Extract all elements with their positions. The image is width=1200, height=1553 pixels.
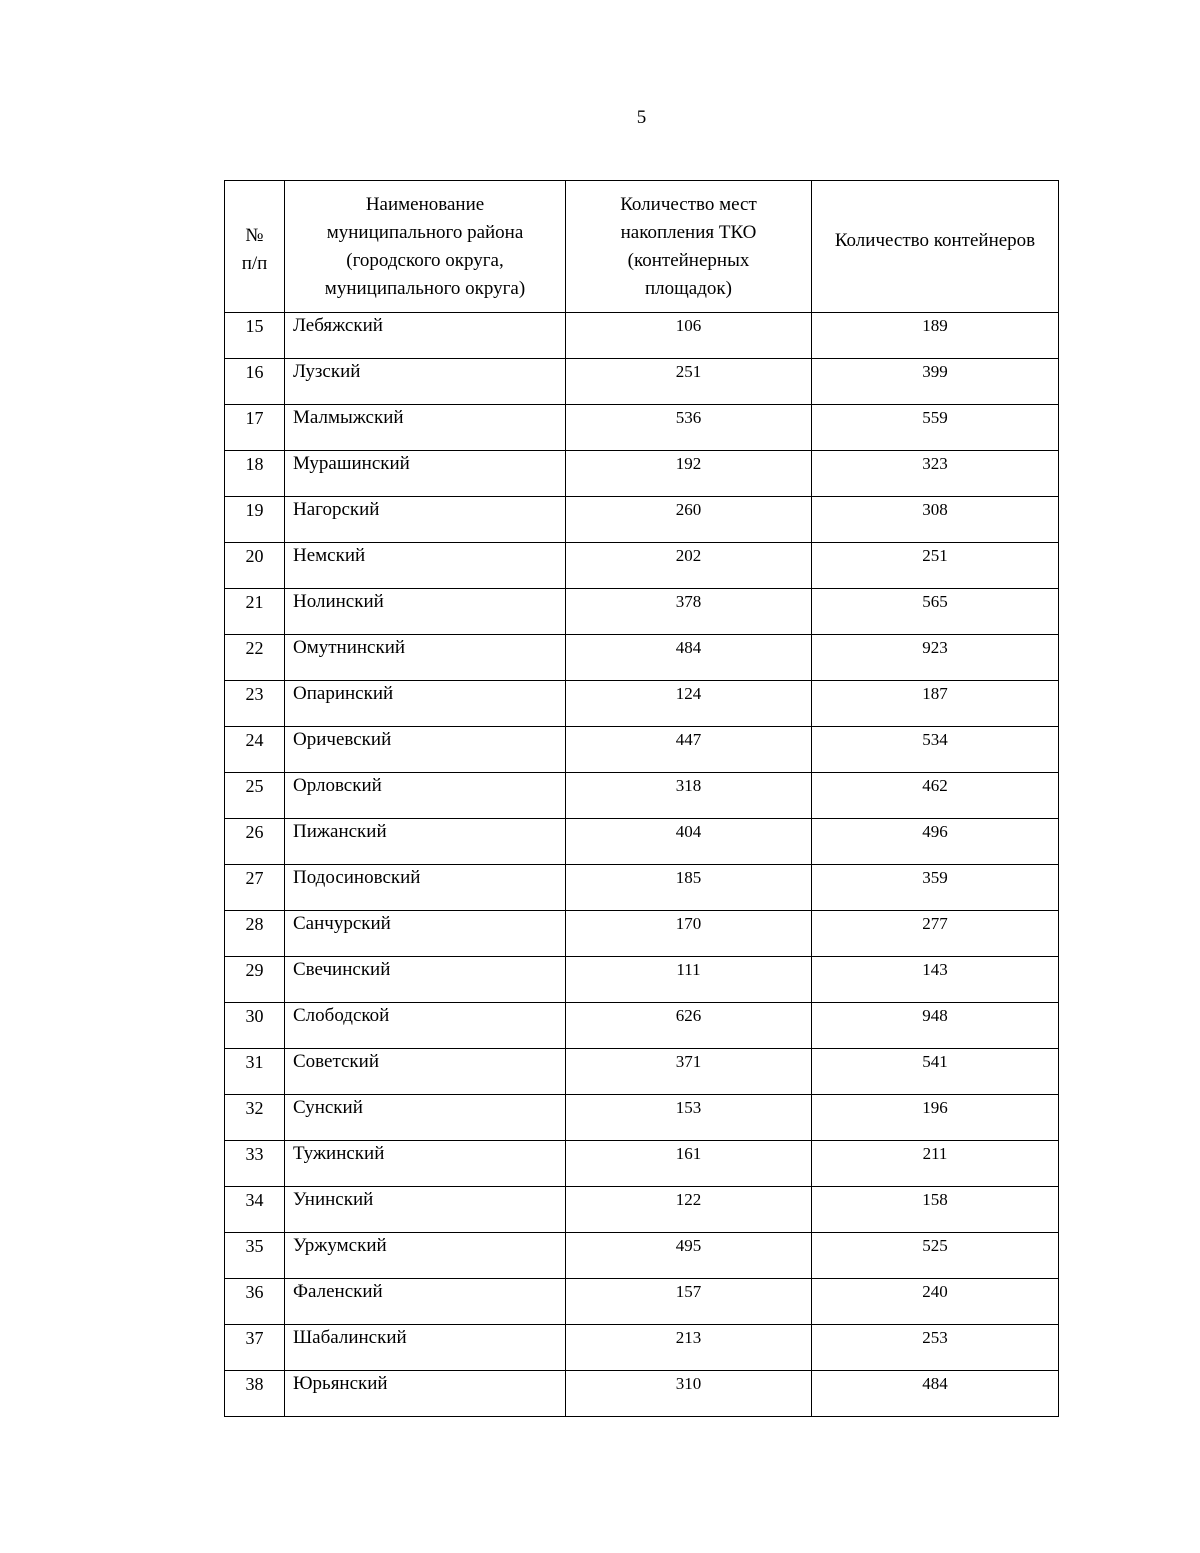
- containers-count: 211: [812, 1141, 1059, 1187]
- table-row: [225, 957, 1059, 1003]
- header-places-line: Количество мест: [620, 193, 757, 215]
- places-count: 202: [566, 543, 812, 589]
- row-number: 28: [225, 911, 285, 957]
- district-name: Шабалинский: [285, 1325, 566, 1371]
- row-number: 19: [225, 497, 285, 543]
- district-name: Фаленский: [285, 1279, 566, 1325]
- containers-count: 158: [812, 1187, 1059, 1233]
- district-name: Нолинский: [285, 589, 566, 635]
- district-name: Тужинский: [285, 1141, 566, 1187]
- header-places-count: [566, 181, 812, 313]
- row-number: 38: [225, 1371, 285, 1417]
- table-row: [225, 635, 1059, 681]
- row-number: 21: [225, 589, 285, 635]
- containers-count: 196: [812, 1095, 1059, 1141]
- table-row: [225, 1233, 1059, 1279]
- table-row: [225, 1049, 1059, 1095]
- places-count: 404: [566, 819, 812, 865]
- containers-count: 240: [812, 1279, 1059, 1325]
- row-number: 24: [225, 727, 285, 773]
- header-number: [225, 181, 285, 313]
- containers-count: 187: [812, 681, 1059, 727]
- containers-count: 484: [812, 1371, 1059, 1417]
- row-number: 31: [225, 1049, 285, 1095]
- places-count: 106: [566, 313, 812, 359]
- district-name: Слободской: [285, 1003, 566, 1049]
- header-number-line: №: [245, 224, 264, 246]
- containers-count: 923: [812, 635, 1059, 681]
- district-name: Сунский: [285, 1095, 566, 1141]
- places-count: 310: [566, 1371, 812, 1417]
- table-row: [225, 1325, 1059, 1371]
- district-name: Уржумский: [285, 1233, 566, 1279]
- table-row: [225, 1003, 1059, 1049]
- places-count: 371: [566, 1049, 812, 1095]
- containers-count: 277: [812, 911, 1059, 957]
- places-count: 260: [566, 497, 812, 543]
- places-count: 447: [566, 727, 812, 773]
- row-number: 37: [225, 1325, 285, 1371]
- places-count: 536: [566, 405, 812, 451]
- places-count: 124: [566, 681, 812, 727]
- header-row: [225, 181, 1059, 313]
- places-count: 484: [566, 635, 812, 681]
- places-count: 213: [566, 1325, 812, 1371]
- table-row: [225, 1279, 1059, 1325]
- places-count: 153: [566, 1095, 812, 1141]
- containers-count: 399: [812, 359, 1059, 405]
- containers-count: 534: [812, 727, 1059, 773]
- header-containers-line: Количество контейнеров: [834, 229, 1036, 251]
- containers-count: 496: [812, 819, 1059, 865]
- table-row: [225, 773, 1059, 819]
- district-name: Пижанский: [285, 819, 566, 865]
- containers-count: 253: [812, 1325, 1059, 1371]
- district-name: Мурашинский: [285, 451, 566, 497]
- header-name-line: муниципального округа): [324, 277, 526, 299]
- table-row: [225, 1095, 1059, 1141]
- row-number: 18: [225, 451, 285, 497]
- district-name: Лебяжский: [285, 313, 566, 359]
- table-row: [225, 819, 1059, 865]
- table-row: [225, 451, 1059, 497]
- row-number: 32: [225, 1095, 285, 1141]
- table-row: [225, 589, 1059, 635]
- district-name: Советский: [285, 1049, 566, 1095]
- containers-table: [224, 180, 1059, 1417]
- district-name: Малмыжский: [285, 405, 566, 451]
- district-name: Санчурский: [285, 911, 566, 957]
- row-number: 15: [225, 313, 285, 359]
- row-number: 36: [225, 1279, 285, 1325]
- row-number: 33: [225, 1141, 285, 1187]
- header-containers-count: [812, 181, 1059, 313]
- row-number: 35: [225, 1233, 285, 1279]
- district-name: Юрьянский: [285, 1371, 566, 1417]
- district-name: Свечинский: [285, 957, 566, 1003]
- district-name: Подосиновский: [285, 865, 566, 911]
- table-row: [225, 359, 1059, 405]
- containers-count: 323: [812, 451, 1059, 497]
- district-name: Опаринский: [285, 681, 566, 727]
- page-number: 5: [636, 107, 647, 128]
- places-count: 170: [566, 911, 812, 957]
- table-row: [225, 1371, 1059, 1417]
- header-number-line: п/п: [241, 252, 268, 274]
- places-count: 161: [566, 1141, 812, 1187]
- district-name: Немский: [285, 543, 566, 589]
- district-name: Орловский: [285, 773, 566, 819]
- row-number: 29: [225, 957, 285, 1003]
- header-district-name: [285, 181, 566, 313]
- places-count: 122: [566, 1187, 812, 1233]
- containers-count: 251: [812, 543, 1059, 589]
- containers-count: 559: [812, 405, 1059, 451]
- places-count: 157: [566, 1279, 812, 1325]
- table-row: [225, 681, 1059, 727]
- containers-count: 565: [812, 589, 1059, 635]
- header-name-line: (городского округа,: [346, 249, 504, 271]
- table-row: [225, 405, 1059, 451]
- row-number: 17: [225, 405, 285, 451]
- containers-count: 359: [812, 865, 1059, 911]
- containers-count: 189: [812, 313, 1059, 359]
- table-row: [225, 865, 1059, 911]
- header-name-line: Наименование: [365, 193, 485, 215]
- containers-count: 541: [812, 1049, 1059, 1095]
- containers-count: 948: [812, 1003, 1059, 1049]
- places-count: 251: [566, 359, 812, 405]
- header-places-line: площадок): [645, 277, 732, 299]
- containers-count: 462: [812, 773, 1059, 819]
- row-number: 20: [225, 543, 285, 589]
- table-body: [225, 313, 1059, 1417]
- district-name: Лузский: [285, 359, 566, 405]
- places-count: 318: [566, 773, 812, 819]
- district-name: Нагорский: [285, 497, 566, 543]
- places-count: 378: [566, 589, 812, 635]
- table-row: [225, 497, 1059, 543]
- district-name: Омутнинский: [285, 635, 566, 681]
- table-row: [225, 911, 1059, 957]
- containers-count: 525: [812, 1233, 1059, 1279]
- row-number: 16: [225, 359, 285, 405]
- table-row: [225, 543, 1059, 589]
- district-name: Унинский: [285, 1187, 566, 1233]
- table-header: [225, 181, 1059, 313]
- table-row: [225, 727, 1059, 773]
- row-number: 26: [225, 819, 285, 865]
- places-count: 626: [566, 1003, 812, 1049]
- row-number: 23: [225, 681, 285, 727]
- row-number: 25: [225, 773, 285, 819]
- header-name-line: муниципального района: [326, 221, 524, 243]
- places-count: 111: [566, 957, 812, 1003]
- containers-count: 143: [812, 957, 1059, 1003]
- places-count: 495: [566, 1233, 812, 1279]
- header-places-line: накопления ТКО: [620, 221, 757, 243]
- header-places-line: (контейнерных: [627, 249, 750, 271]
- row-number: 27: [225, 865, 285, 911]
- district-name: Оричевский: [285, 727, 566, 773]
- places-count: 192: [566, 451, 812, 497]
- table-row: [225, 1141, 1059, 1187]
- table-row: [225, 313, 1059, 359]
- containers-count: 308: [812, 497, 1059, 543]
- row-number: 22: [225, 635, 285, 681]
- places-count: 185: [566, 865, 812, 911]
- table-row: [225, 1187, 1059, 1233]
- row-number: 34: [225, 1187, 285, 1233]
- row-number: 30: [225, 1003, 285, 1049]
